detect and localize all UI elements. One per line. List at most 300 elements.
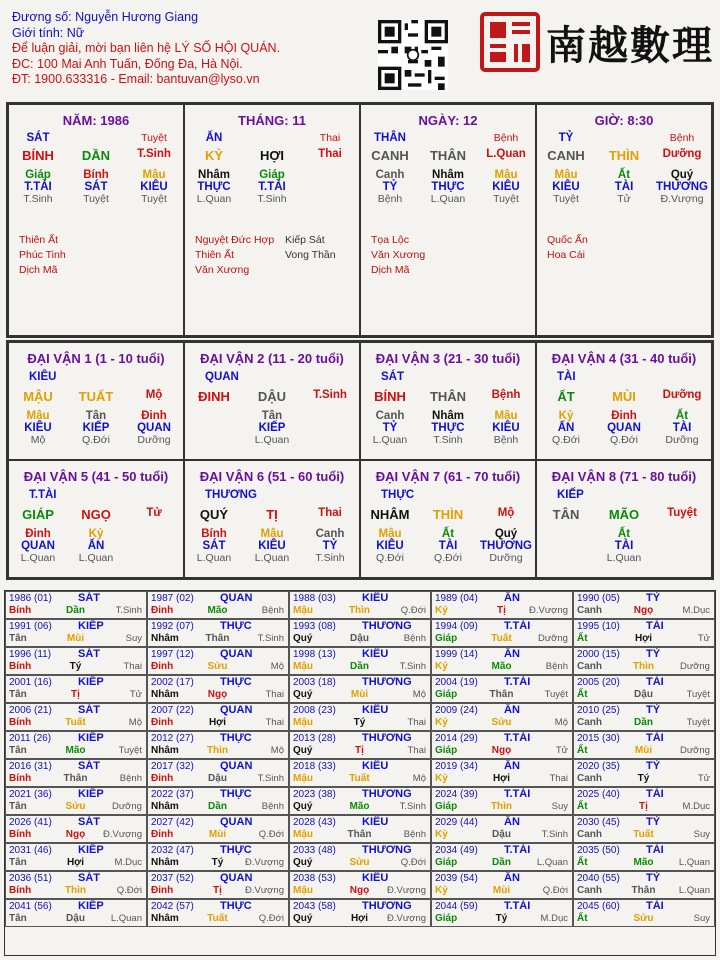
year-branch: Dậu bbox=[492, 829, 511, 840]
year-stem: Kỷ bbox=[435, 885, 448, 896]
year-god: TÀI bbox=[646, 844, 664, 856]
hidden-stem: Mậu bbox=[378, 528, 402, 540]
hidden-stem: Kỷ bbox=[558, 410, 574, 422]
year-phase: Tuyệt bbox=[544, 689, 568, 700]
year-label: 2012 (27) bbox=[151, 733, 194, 744]
hidden-phase: T.Sinh bbox=[257, 193, 287, 205]
year-stem: Giáp bbox=[435, 689, 458, 700]
year-branch: Sửu bbox=[633, 913, 654, 924]
year-label: 2041 (56) bbox=[9, 901, 52, 912]
other-stars bbox=[285, 233, 336, 263]
hidden-god: KIÊU bbox=[492, 181, 520, 193]
year-branch: Tý bbox=[353, 717, 366, 728]
life-phase: Thai bbox=[318, 507, 342, 519]
year-label: 1991 (06) bbox=[9, 621, 52, 632]
year-label: 2034 (49) bbox=[435, 845, 478, 856]
year-cell bbox=[5, 899, 147, 927]
year-cell bbox=[289, 899, 431, 927]
year-phase: T.Sinh bbox=[115, 605, 142, 616]
hidden-god bbox=[653, 540, 711, 552]
year-label: 2017 (32) bbox=[151, 761, 194, 772]
year-cell bbox=[289, 871, 431, 899]
hidden-stems-row bbox=[9, 169, 183, 181]
year-stem: Đinh bbox=[151, 829, 174, 840]
pillar-stem-branch-row bbox=[185, 148, 359, 163]
year-label: 2008 (23) bbox=[293, 705, 336, 716]
hidden-stem: Ất bbox=[441, 528, 455, 540]
year-phase: Bệnh bbox=[403, 633, 426, 644]
year-stem-branch bbox=[577, 689, 710, 700]
hidden-phase: L.Quan bbox=[20, 552, 56, 564]
year-phase: Tử bbox=[697, 773, 710, 784]
year-branch: Tuất bbox=[633, 829, 654, 840]
dai-van-god: THỰC bbox=[381, 489, 415, 501]
hidden-gods-row bbox=[185, 181, 359, 193]
star-item: Tọa Lộc bbox=[371, 234, 409, 246]
pillar-cell bbox=[536, 104, 712, 336]
dai-van-cell bbox=[536, 342, 712, 460]
year-god: THỰC bbox=[220, 900, 252, 912]
year-god: TỶ bbox=[646, 872, 661, 884]
year-cell bbox=[289, 703, 431, 731]
year-branch: Mùi bbox=[66, 633, 85, 644]
hidden-stem: Mậu bbox=[494, 410, 518, 422]
hidden-phase bbox=[301, 434, 359, 446]
year-label: 2045 (60) bbox=[577, 901, 620, 912]
hidden-god bbox=[185, 422, 243, 434]
hidden-stem bbox=[301, 410, 359, 422]
hidden-god: KIÊU bbox=[140, 181, 168, 193]
hidden-god: THỰC bbox=[197, 181, 231, 193]
earthly-branch: NGỌ bbox=[81, 507, 111, 522]
hidden-stems-row bbox=[537, 410, 711, 422]
hidden-phases-row bbox=[537, 193, 711, 205]
hidden-phase: Dưỡng bbox=[489, 552, 523, 564]
year-phase: Suy bbox=[693, 913, 710, 924]
year-god: KIẾP bbox=[78, 732, 104, 744]
hidden-phases-row bbox=[9, 434, 183, 446]
hidden-stem: Mậu bbox=[554, 169, 578, 181]
hidden-phase: Tuyệt bbox=[553, 193, 579, 205]
year-stem-branch bbox=[9, 745, 142, 756]
year-stem-branch bbox=[9, 913, 142, 924]
year-stem: Quý bbox=[293, 689, 313, 700]
year-stem: Tân bbox=[9, 633, 27, 644]
gender-value: Nữ bbox=[66, 25, 85, 40]
year-phase: Đ.Vượng bbox=[386, 913, 426, 924]
year-stem: Kỷ bbox=[435, 605, 448, 616]
hidden-phase bbox=[537, 552, 595, 564]
year-branch: Hợi bbox=[66, 857, 85, 868]
year-stem-branch bbox=[151, 913, 284, 924]
year-branch: Dậu bbox=[350, 633, 369, 644]
pillar-god-row bbox=[185, 132, 359, 144]
year-stem-branch bbox=[293, 717, 426, 728]
year-branch: Mão bbox=[65, 745, 86, 756]
year-branch: Sửu bbox=[65, 801, 86, 812]
year-god: KIẾP bbox=[78, 900, 104, 912]
year-stem-branch bbox=[293, 689, 426, 700]
hidden-stem: Đinh bbox=[25, 528, 51, 540]
life-phase: Bệnh bbox=[491, 389, 521, 401]
year-god: KIÊU bbox=[362, 872, 389, 884]
year-phase: Bệnh bbox=[403, 829, 426, 840]
year-stem: Mậu bbox=[293, 829, 313, 840]
year-branch: Sửu bbox=[349, 857, 370, 868]
year-stem-branch bbox=[9, 829, 142, 840]
year-god: ẤN bbox=[504, 704, 520, 716]
year-stem-branch bbox=[293, 745, 426, 756]
year-branch: Dậu bbox=[208, 773, 227, 784]
year-phase: Thai bbox=[549, 773, 568, 784]
year-stem: Canh bbox=[577, 885, 602, 896]
year-phase: Dưỡng bbox=[111, 801, 142, 812]
year-cell bbox=[431, 619, 573, 647]
ten-god: ẤN bbox=[205, 132, 223, 144]
year-stem-branch bbox=[9, 857, 142, 868]
year-god: THƯƠNG bbox=[362, 620, 412, 632]
year-cell bbox=[573, 899, 715, 927]
year-god: TÀI bbox=[646, 788, 664, 800]
year-stem-branch bbox=[9, 633, 142, 644]
year-label: 2035 (50) bbox=[577, 845, 620, 856]
year-branch: Tuất bbox=[349, 773, 370, 784]
year-branch: Tuất bbox=[491, 633, 512, 644]
life-phase: T.Sinh bbox=[137, 148, 171, 160]
year-cell bbox=[431, 675, 573, 703]
heavenly-stem: NHÂM bbox=[370, 507, 410, 522]
hidden-stems-row bbox=[9, 410, 183, 422]
dai-van-title: ĐẠI VẬN 8 (71 - 80 tuổi) bbox=[551, 469, 697, 484]
year-stem: Bính bbox=[9, 773, 32, 784]
year-branch: Hợi bbox=[492, 773, 511, 784]
year-branch: Mão bbox=[633, 857, 654, 868]
year-stem-branch bbox=[435, 605, 568, 616]
year-label: 1990 (05) bbox=[577, 593, 620, 604]
star-item: Thiên Ất bbox=[19, 234, 59, 246]
life-phase: Mộ bbox=[497, 507, 515, 519]
year-label: 2031 (46) bbox=[9, 845, 52, 856]
dai-van-stem-row bbox=[361, 507, 535, 522]
hidden-stem: Nhâm bbox=[432, 410, 464, 422]
auspicious-stars bbox=[547, 233, 588, 263]
contact-note: Để luận giải, mời bạn liên hệ LÝ SỐ HỘI QUÁN. bbox=[12, 41, 281, 55]
hidden-god: KIÊU bbox=[552, 181, 580, 193]
year-stem: Mậu bbox=[293, 661, 313, 672]
year-cell bbox=[289, 843, 431, 871]
year-stem-branch bbox=[577, 745, 710, 756]
hidden-stem: Giáp bbox=[25, 169, 51, 181]
year-cell bbox=[431, 899, 573, 927]
pillar-stem-branch-row bbox=[361, 148, 535, 163]
year-label: 2030 (45) bbox=[577, 817, 620, 828]
hidden-god: KIẾP bbox=[82, 422, 110, 434]
year-branch: Dậu bbox=[66, 913, 85, 924]
year-stem-branch bbox=[435, 717, 568, 728]
year-cell bbox=[147, 815, 289, 843]
pillar-phase-top: Thai bbox=[319, 132, 341, 144]
hidden-phase: L.Quan bbox=[78, 552, 114, 564]
year-branch: Sửu bbox=[491, 717, 512, 728]
year-branch: Thân bbox=[489, 689, 514, 700]
year-phase: Mộ bbox=[128, 717, 142, 728]
year-phase: L.Quan bbox=[678, 885, 710, 896]
year-branch: Mùi bbox=[634, 745, 653, 756]
hidden-phase: L.Quan bbox=[606, 552, 642, 564]
hidden-stems-row bbox=[185, 528, 359, 540]
year-label: 2011 (26) bbox=[9, 733, 52, 744]
year-phase: Đ.Vượng bbox=[102, 829, 142, 840]
hidden-stem: Bính bbox=[201, 528, 227, 540]
hidden-god: THỰC bbox=[431, 181, 465, 193]
heavenly-stem: CANH bbox=[371, 148, 409, 163]
year-branch: Thân bbox=[347, 829, 372, 840]
year-stem: Canh bbox=[577, 773, 602, 784]
hidden-phases-row bbox=[361, 552, 535, 564]
header-info bbox=[12, 10, 280, 88]
star-item: Thiên Ất bbox=[195, 249, 235, 261]
year-stem: Giáp bbox=[435, 745, 458, 756]
year-phase: Mộ bbox=[554, 717, 568, 728]
hidden-god: SÁT bbox=[84, 181, 108, 193]
hidden-stem: Mậu bbox=[26, 410, 50, 422]
year-label: 2001 (16) bbox=[9, 677, 52, 688]
dai-van-stem-row bbox=[185, 389, 359, 404]
year-stem-branch bbox=[577, 913, 710, 924]
hidden-stem bbox=[301, 169, 359, 181]
year-god: QUAN bbox=[220, 592, 253, 604]
year-phase: Dưỡng bbox=[679, 745, 710, 756]
hidden-stem: Mậu bbox=[142, 169, 166, 181]
year-stem: Tân bbox=[9, 801, 27, 812]
year-phase: Tử bbox=[555, 745, 568, 756]
life-phase: Dưỡng bbox=[662, 148, 702, 160]
hidden-phase: Bệnh bbox=[377, 193, 403, 205]
heavenly-stem: BÍNH bbox=[374, 389, 406, 404]
year-god: KIÊU bbox=[362, 648, 389, 660]
year-label: 2020 (35) bbox=[577, 761, 620, 772]
year-cell bbox=[147, 731, 289, 759]
dai-van-god: THƯƠNG bbox=[205, 489, 257, 501]
year-stem-branch bbox=[435, 801, 568, 812]
year-cell bbox=[289, 731, 431, 759]
year-branch: Ngọ bbox=[65, 829, 86, 840]
year-god: TÀI bbox=[646, 900, 664, 912]
year-label: 2013 (28) bbox=[293, 733, 336, 744]
year-stem-branch bbox=[577, 829, 710, 840]
year-cell bbox=[289, 647, 431, 675]
year-branch: Thìn bbox=[206, 745, 229, 756]
year-branch: Sửu bbox=[207, 661, 228, 672]
year-stem: Giáp bbox=[435, 857, 458, 868]
year-label: 2023 (38) bbox=[293, 789, 336, 800]
year-god: KIẾP bbox=[78, 788, 104, 800]
brand-title: 南越數理 bbox=[546, 22, 714, 69]
year-cell bbox=[573, 647, 715, 675]
year-stem-branch bbox=[577, 717, 710, 728]
pillar-title: GIỜ: 8:30 bbox=[594, 113, 654, 128]
year-stem-branch bbox=[435, 857, 568, 868]
hidden-stem: Quý bbox=[670, 169, 694, 181]
hidden-phase bbox=[125, 552, 183, 564]
year-god: TỶ bbox=[646, 704, 661, 716]
hidden-phase: Q.Đới bbox=[434, 552, 462, 564]
year-cell bbox=[431, 871, 573, 899]
year-god: THƯƠNG bbox=[362, 844, 412, 856]
life-phase: T.Sinh bbox=[313, 389, 347, 401]
life-phase: Thai bbox=[318, 148, 342, 160]
dai-van-stem-row bbox=[361, 389, 535, 404]
year-label: 1988 (03) bbox=[293, 593, 336, 604]
year-stem-branch bbox=[9, 885, 142, 896]
year-cell bbox=[573, 703, 715, 731]
hidden-gods-row bbox=[537, 181, 711, 193]
year-stem: Ất bbox=[577, 913, 588, 924]
hidden-stem: Ất bbox=[675, 410, 689, 422]
ten-god-2 bbox=[67, 132, 125, 144]
year-stem-branch bbox=[293, 829, 426, 840]
year-phase: Bệnh bbox=[261, 801, 284, 812]
star-item: Vong Thần bbox=[285, 249, 336, 261]
hidden-stem bbox=[185, 410, 243, 422]
year-branch: Tý bbox=[211, 857, 224, 868]
year-god: T.TÀI bbox=[504, 676, 531, 688]
dai-van-title: ĐẠI VẬN 4 (31 - 40 tuổi) bbox=[551, 351, 697, 366]
star-item: Dịch Mã bbox=[19, 264, 58, 276]
dai-van-god: T.TÀI bbox=[29, 489, 57, 501]
year-phase: Thai bbox=[407, 717, 426, 728]
hidden-phase: L.Quan bbox=[196, 193, 232, 205]
hidden-phase: Q.Đới bbox=[552, 434, 580, 446]
year-stem-branch bbox=[293, 857, 426, 868]
year-stem-branch bbox=[577, 633, 710, 644]
owner-name: Nguyễn Hương Giang bbox=[75, 10, 199, 24]
hidden-stem bbox=[537, 528, 595, 540]
hidden-stem: Quý bbox=[494, 528, 518, 540]
pillar-title: NĂM: 1986 bbox=[62, 113, 130, 128]
year-label: 1987 (02) bbox=[151, 593, 194, 604]
year-stem-branch bbox=[435, 829, 568, 840]
year-cell bbox=[5, 591, 147, 619]
earthly-branch: MÃO bbox=[608, 507, 640, 522]
year-god: KIÊU bbox=[362, 592, 389, 604]
year-branch: Thân bbox=[205, 633, 230, 644]
year-god: KIẾP bbox=[78, 676, 104, 688]
hidden-gods-row bbox=[361, 181, 535, 193]
earthly-branch: THÂN bbox=[429, 389, 467, 404]
year-stem: Bính bbox=[9, 885, 32, 896]
year-label: 2021 (36) bbox=[9, 789, 52, 800]
heavenly-stem: BÍNH bbox=[22, 148, 54, 163]
year-god: THƯƠNG bbox=[362, 732, 412, 744]
year-label: 2015 (30) bbox=[577, 733, 620, 744]
year-label: 1986 (01) bbox=[9, 593, 52, 604]
year-stem-branch bbox=[9, 773, 142, 784]
hidden-stems-row bbox=[361, 528, 535, 540]
hidden-god: TỶ bbox=[322, 540, 338, 552]
year-god: THỰC bbox=[220, 844, 252, 856]
ten-god: THÂN bbox=[374, 132, 406, 144]
hidden-phase: T.Sinh bbox=[23, 193, 53, 205]
hidden-god: TÀI bbox=[438, 540, 458, 552]
gender-label: Giới tính: bbox=[12, 25, 64, 40]
year-stem: Quý bbox=[293, 801, 313, 812]
year-phase: Suy bbox=[125, 633, 142, 644]
year-branch: Dậu bbox=[634, 689, 653, 700]
year-phase: Q.Đới bbox=[116, 885, 142, 896]
year-stem-branch bbox=[9, 689, 142, 700]
dai-van-god: TÀI bbox=[557, 371, 576, 383]
year-god: KIẾP bbox=[78, 844, 104, 856]
year-stem: Canh bbox=[577, 829, 602, 840]
life-phase: L.Quan bbox=[486, 148, 526, 160]
year-stem: Đinh bbox=[151, 773, 174, 784]
annual-luck-grid bbox=[4, 590, 716, 956]
hidden-god: T.TÀI bbox=[24, 181, 52, 193]
year-phase: Mộ bbox=[412, 773, 426, 784]
year-cell bbox=[5, 647, 147, 675]
year-phase: L.Quan bbox=[110, 913, 142, 924]
year-branch: Tị bbox=[497, 605, 506, 616]
hidden-phases-row bbox=[185, 193, 359, 205]
year-phase: M.Dục bbox=[682, 801, 710, 812]
year-cell bbox=[147, 787, 289, 815]
year-god: ẤN bbox=[504, 760, 520, 772]
year-label: 2038 (53) bbox=[293, 873, 336, 884]
year-label: 2005 (20) bbox=[577, 677, 620, 688]
pillar-phase-top: Tuyệt bbox=[141, 132, 167, 144]
heavenly-stem: GIÁP bbox=[22, 507, 54, 522]
year-god: SÁT bbox=[78, 592, 100, 604]
year-god: KIÊU bbox=[362, 816, 389, 828]
year-cell bbox=[431, 703, 573, 731]
qr-code-icon bbox=[378, 20, 448, 90]
year-label: 1997 (12) bbox=[151, 649, 194, 660]
year-label: 2024 (39) bbox=[435, 789, 478, 800]
year-stem: Ất bbox=[577, 633, 588, 644]
hidden-god: ẤN bbox=[87, 540, 105, 552]
hidden-stem: Canh bbox=[315, 528, 345, 540]
year-god: SÁT bbox=[78, 704, 100, 716]
year-stem: Nhâm bbox=[151, 801, 179, 812]
year-stem: Kỷ bbox=[435, 661, 448, 672]
hidden-stems-row bbox=[361, 410, 535, 422]
year-god: SÁT bbox=[78, 816, 100, 828]
year-phase: Q.Đới bbox=[258, 913, 284, 924]
hidden-god: TỶ bbox=[382, 422, 398, 434]
dai-van-grid bbox=[6, 340, 714, 580]
dai-van-god: QUAN bbox=[205, 371, 239, 383]
dai-van-cell bbox=[360, 342, 536, 460]
year-god: THƯƠNG bbox=[362, 788, 412, 800]
year-phase: Thai bbox=[407, 745, 426, 756]
hidden-stem: Đinh bbox=[141, 410, 167, 422]
year-branch: Thân bbox=[631, 885, 656, 896]
year-label: 1998 (13) bbox=[293, 649, 336, 660]
hidden-stem: Mậu bbox=[494, 169, 518, 181]
year-phase: Tuyệt bbox=[118, 745, 142, 756]
year-label: 2016 (31) bbox=[9, 761, 52, 772]
hidden-god: QUAN bbox=[607, 422, 641, 434]
year-cell bbox=[289, 675, 431, 703]
hidden-god: ẤN bbox=[557, 422, 575, 434]
year-label: 2037 (52) bbox=[151, 873, 194, 884]
year-god: THỰC bbox=[220, 676, 252, 688]
hidden-god: SÁT bbox=[202, 540, 226, 552]
dai-van-stem-row bbox=[537, 389, 711, 404]
hidden-phase: Bệnh bbox=[493, 434, 519, 446]
year-branch: Dần bbox=[208, 801, 227, 812]
